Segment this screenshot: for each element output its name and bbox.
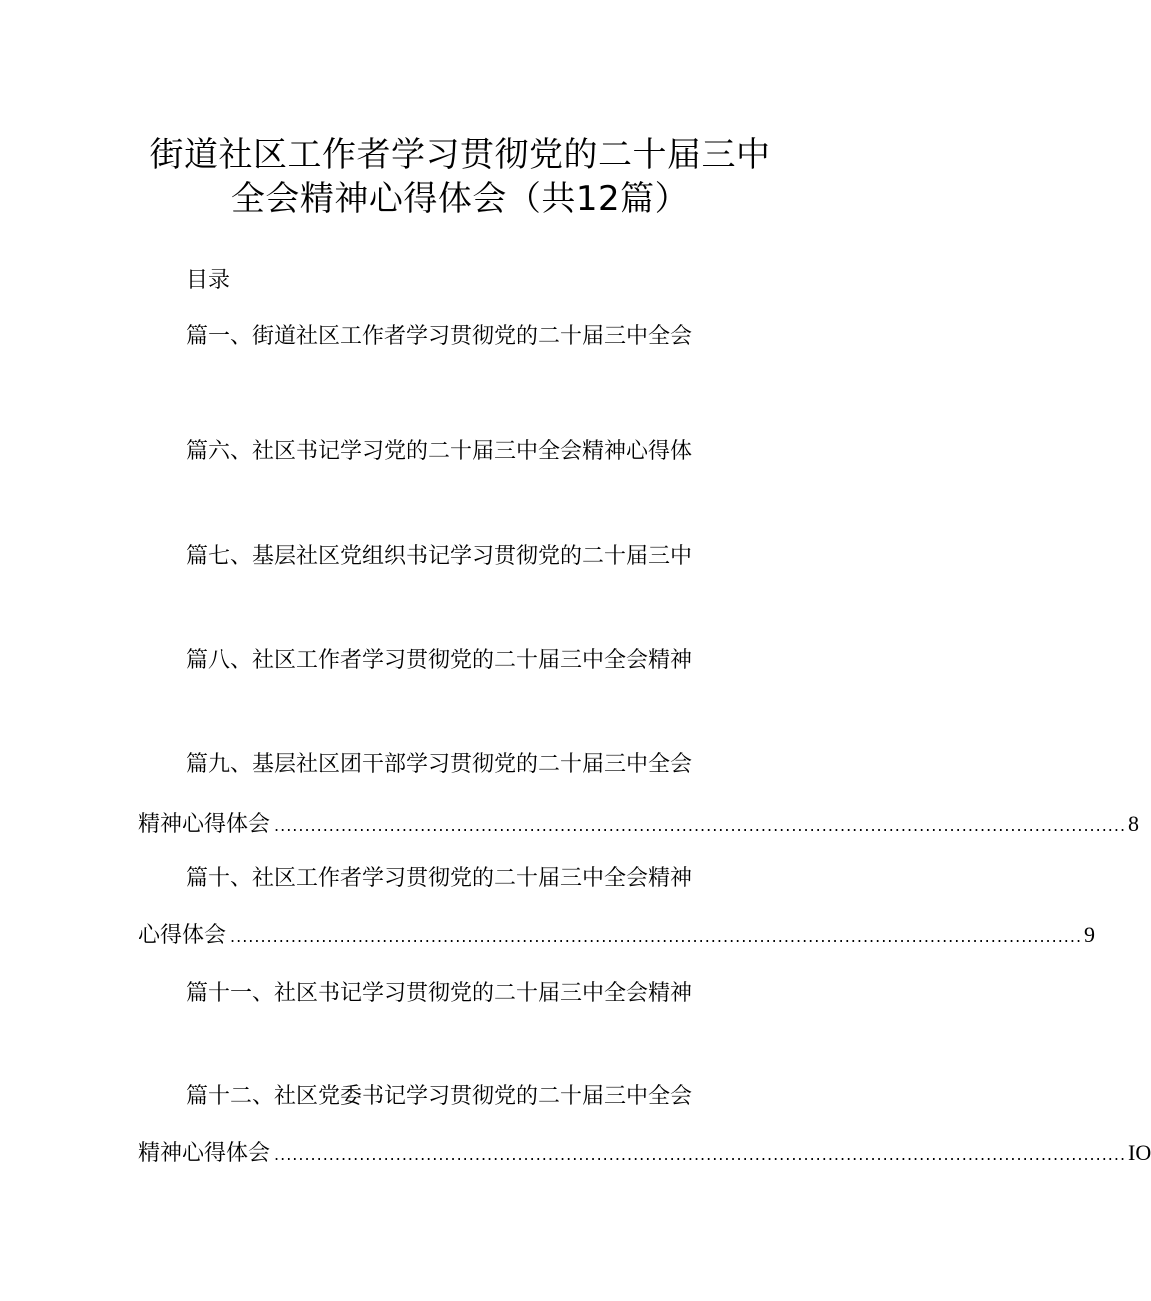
toc-entry-11[interactable]: 篇十一、社区书记学习贯彻党的二十届三中全会精神 <box>186 981 693 1006</box>
toc-entry-10[interactable]: 篇十、社区工作者学习贯彻党的二十届三中全会精神 <box>186 866 693 891</box>
dot-leader: ............................................................................................................................................ <box>274 816 1127 835</box>
toc-entry-10-continuation[interactable] <box>138 920 1096 952</box>
toc-entry-6[interactable]: 篇六、社区书记学习党的二十届三中全会精神心得体 <box>186 439 693 464</box>
toc-entry-9-page-number: 8 <box>1128 811 1140 836</box>
toc-entry-12-page-number: IO <box>1128 1140 1151 1165</box>
toc-entry-1[interactable]: 篇一、街道社区工作者学习贯彻党的二十届三中全会 <box>186 324 693 349</box>
document-title-line-1: 街道社区工作者学习贯彻党的二十届三中 <box>149 135 771 175</box>
toc-entry-7[interactable]: 篇七、基层社区党组织书记学习贯彻党的二十届三中 <box>186 544 693 569</box>
toc-entry-9-continuation-text: 精神心得体会 <box>138 812 271 837</box>
toc-entry-9[interactable]: 篇九、基层社区团干部学习贯彻党的二十届三中全会 <box>186 752 693 777</box>
toc-entry-10-page-number: 9 <box>1084 922 1096 947</box>
toc-entry-9-continuation[interactable] <box>138 809 1140 841</box>
toc-heading: 目录 <box>186 268 231 293</box>
toc-entry-8[interactable]: 篇八、社区工作者学习贯彻党的二十届三中全会精神 <box>186 648 693 673</box>
toc-entry-12-continuation[interactable] <box>138 1138 1151 1170</box>
dot-leader: ............................................................................................................................................ <box>274 1145 1127 1164</box>
toc-entry-12-continuation-text: 精神心得体会 <box>138 1141 271 1166</box>
dot-leader: ............................................................................................................................................ <box>230 927 1083 946</box>
toc-entry-10-continuation-text: 心得体会 <box>138 923 227 948</box>
document-title-line-2: 全会精神心得体会（共12篇） <box>230 179 690 219</box>
toc-entry-12[interactable]: 篇十二、社区党委书记学习贯彻党的二十届三中全会 <box>186 1084 693 1109</box>
